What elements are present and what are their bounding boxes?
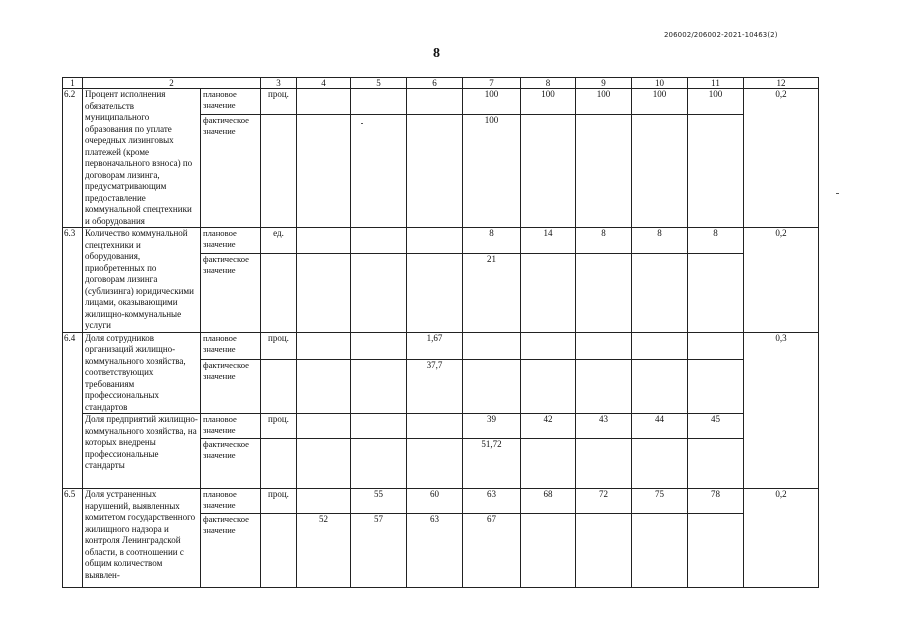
plan-value: 14 [521, 228, 576, 254]
row-number: 6.2 [63, 89, 83, 228]
indicator-name: Доля сотрудников организаций жилищно-коммунального хозяйства, соответствующих требованиям профессиональных стандартов [83, 332, 201, 414]
fact-value: 57 [351, 514, 407, 588]
fact-value [688, 254, 744, 332]
indicator-name: Доля предприятий жилищно-коммунального хозяйства, на которых внедрены профессиональные стандарты [83, 414, 201, 489]
plan-value: 60 [407, 489, 463, 514]
unit: проц. [261, 332, 297, 360]
fact-value [521, 114, 576, 227]
fact-value: 52 [297, 514, 351, 588]
fact-value [632, 254, 688, 332]
fact-value: 21 [463, 254, 521, 332]
fact-value [351, 439, 407, 489]
plan-value: 39 [463, 414, 521, 439]
plan-value: 68 [521, 489, 576, 514]
col-header: 2 [83, 78, 261, 89]
weight: 0,2 [744, 89, 819, 228]
plan-value [407, 414, 463, 439]
col-header: 11 [688, 78, 744, 89]
row-number: 6.5 [63, 489, 83, 588]
fact-value [297, 114, 351, 227]
unit: ед. [261, 228, 297, 254]
plan-value [688, 332, 744, 360]
fact-value: 63 [407, 514, 463, 588]
plan-value [297, 414, 351, 439]
fact-value [463, 360, 521, 414]
plan-value: 100 [463, 89, 521, 115]
unit: проц. [261, 414, 297, 439]
fact-value [521, 514, 576, 588]
fact-value [521, 360, 576, 414]
unit-empty [261, 360, 297, 414]
fact-value: 37,7 [407, 360, 463, 414]
plan-value: 100 [521, 89, 576, 115]
col-header: 3 [261, 78, 297, 89]
plan-value: 55 [351, 489, 407, 514]
plan-value [407, 228, 463, 254]
plan-value: 1,67 [407, 332, 463, 360]
plan-value [297, 332, 351, 360]
fact-value [351, 254, 407, 332]
plan-value [351, 332, 407, 360]
plan-value: 75 [632, 489, 688, 514]
unit-empty [261, 114, 297, 227]
plan-value: 45 [688, 414, 744, 439]
unit-empty [261, 254, 297, 332]
fact-value [688, 114, 744, 227]
row-number: 6.4 [63, 332, 83, 414]
col-header: 9 [576, 78, 632, 89]
table-row [63, 414, 819, 439]
fact-value [407, 439, 463, 489]
plan-value: 8 [632, 228, 688, 254]
fact-value [576, 360, 632, 414]
fact-value [632, 514, 688, 588]
plan-value [521, 332, 576, 360]
fact-value [632, 360, 688, 414]
row-number: 6.3 [63, 228, 83, 333]
plan-value [351, 228, 407, 254]
plan-label: плановое значение [201, 489, 261, 514]
plan-label: плановое значение [201, 332, 261, 360]
fact-value [521, 439, 576, 489]
weight [744, 414, 819, 489]
header-row [63, 78, 819, 89]
unit: проц. [261, 89, 297, 115]
indicator-name: Количество коммунальной спецтехники и оборудования, приобретенных по договорам лизинга (сублизинга) юридическими лицами, оказывающими жилищно-коммунальные услуги [83, 228, 201, 333]
unit: проц. [261, 489, 297, 514]
plan-value: 43 [576, 414, 632, 439]
fact-value [632, 114, 688, 227]
indicator-table [62, 77, 819, 588]
col-header: 10 [632, 78, 688, 89]
plan-value [407, 89, 463, 115]
plan-value [632, 332, 688, 360]
plan-value: 44 [632, 414, 688, 439]
fact-value [576, 514, 632, 588]
col-header: 5 [351, 78, 407, 89]
fact-label: фактическое значение [201, 360, 261, 414]
fact-value [351, 360, 407, 414]
fact-value [407, 114, 463, 227]
fact-value [297, 360, 351, 414]
fact-value [688, 439, 744, 489]
fact-label: фактическое значение [201, 254, 261, 332]
plan-value: 8 [576, 228, 632, 254]
col-header: 7 [463, 78, 521, 89]
weight: 0,2 [744, 228, 819, 333]
fact-value [407, 254, 463, 332]
indicator-name: Доля устраненных нарушений, выявленных комитетом государственного жилищного надзора и контроля Ленинградской области, в соотношении с общим количеством выявлен- [83, 489, 201, 588]
fact-value [297, 439, 351, 489]
margin-mark [836, 193, 839, 194]
col-header: 1 [63, 78, 83, 89]
plan-value: 100 [576, 89, 632, 115]
plan-value: 78 [688, 489, 744, 514]
plan-value: 8 [463, 228, 521, 254]
fact-value [688, 514, 744, 588]
plan-value [297, 89, 351, 115]
plan-value: 100 [632, 89, 688, 115]
indicator-name: Процент исполнения обязательств муниципального образования по уплате очередных лизинговых платежей (кроме первоначального взноса) по договорам лизинга, предусматривающим предоставление коммунальной спецтехники и оборудования [83, 89, 201, 228]
table-row [63, 332, 819, 360]
table-row [63, 228, 819, 254]
plan-value [463, 332, 521, 360]
document-id: 206002/206002-2021-10463(2) [664, 31, 778, 39]
fact-value [521, 254, 576, 332]
plan-label: плановое значение [201, 228, 261, 254]
fact-value [632, 439, 688, 489]
col-header: 6 [407, 78, 463, 89]
fact-label: фактическое значение [201, 514, 261, 588]
fact-value [688, 360, 744, 414]
fact-value [297, 254, 351, 332]
plan-value [576, 332, 632, 360]
fact-value [576, 114, 632, 227]
plan-value [297, 228, 351, 254]
plan-value: 72 [576, 489, 632, 514]
unit-empty [261, 439, 297, 489]
fact-value: 67 [463, 514, 521, 588]
unit-empty [261, 514, 297, 588]
weight: 0,2 [744, 489, 819, 588]
col-header: 12 [744, 78, 819, 89]
plan-label: плановое значение [201, 414, 261, 439]
table-row [63, 489, 819, 514]
weight: 0,3 [744, 332, 819, 414]
plan-value [351, 89, 407, 115]
fact-value [576, 439, 632, 489]
page-number: 8 [433, 46, 440, 61]
plan-value [297, 489, 351, 514]
fact-label: фактическое значение [201, 439, 261, 489]
fact-value: 100 [463, 114, 521, 227]
fact-value: 51,72 [463, 439, 521, 489]
row-number [63, 414, 83, 489]
plan-value: 100 [688, 89, 744, 115]
plan-value: 42 [521, 414, 576, 439]
plan-value: 63 [463, 489, 521, 514]
fact-value [576, 254, 632, 332]
fact-value [351, 114, 407, 227]
table-row [63, 89, 819, 115]
col-header: 8 [521, 78, 576, 89]
col-header: 4 [297, 78, 351, 89]
plan-label: плановое значение [201, 89, 261, 115]
plan-value [351, 414, 407, 439]
plan-value: 8 [688, 228, 744, 254]
fact-label: фактическое значение [201, 114, 261, 227]
